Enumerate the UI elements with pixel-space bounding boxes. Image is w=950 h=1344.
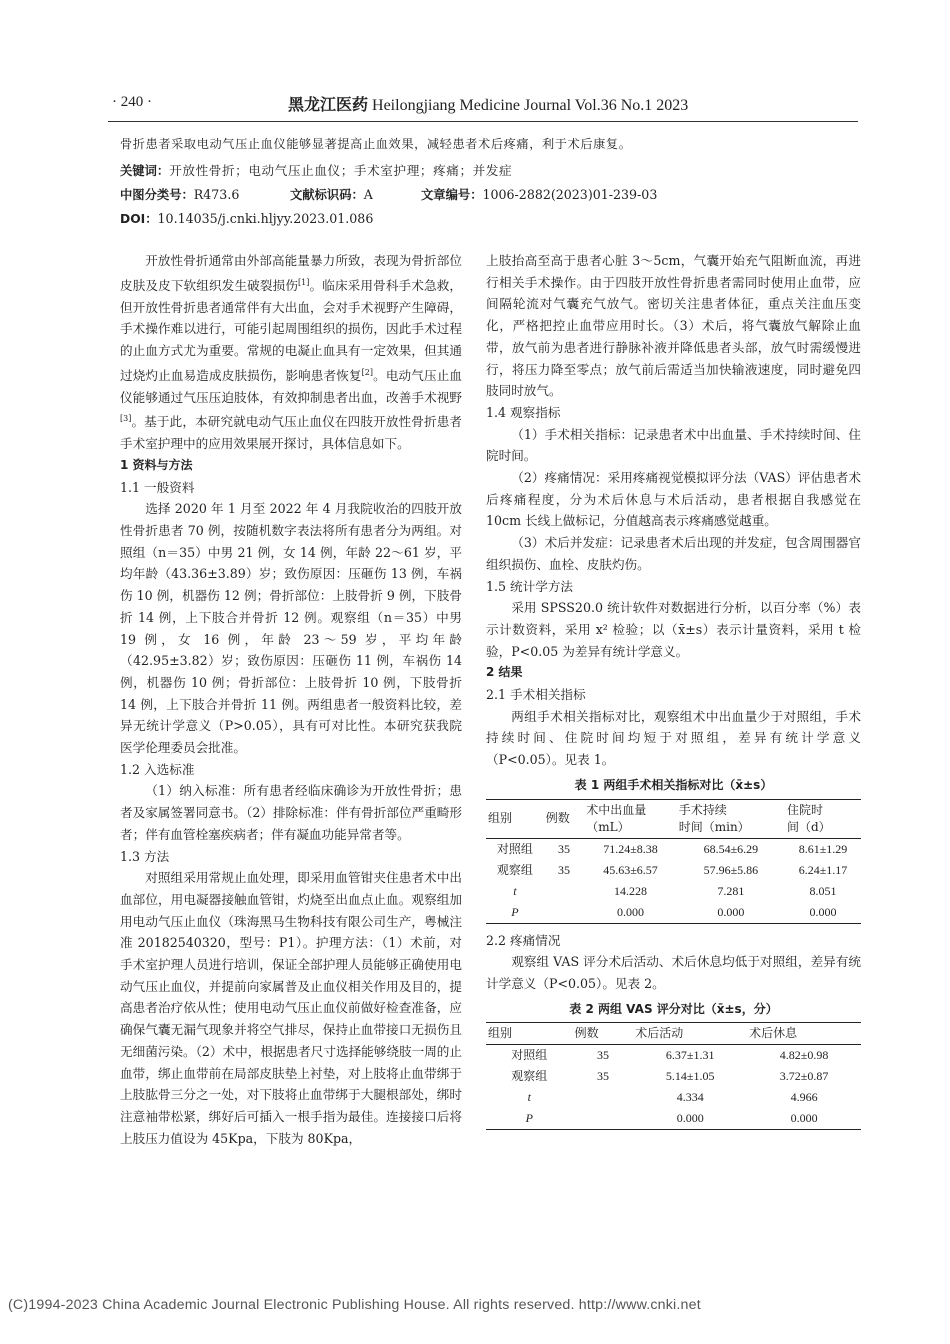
table-row (486, 1045, 861, 1067)
intro-paragraph: 开放性骨折通常由外部高能量暴力所致，表现为骨折部位皮肤及皮下软组织发生破裂损伤[1]。临床采用骨科手术急救，但开放性骨折患者通常伴有大出血，会对手术视野产生障碍，手术操作难以进行，可能引起周围组织的损伤，因此手术过程的止血方式尤为重要。常规的电凝止血具有一定效果，但其通过烧灼止血易造成皮肤损伤，影响患者恢复[2]。电动气压止血仪能够通过气压压迫肢体，有效抑制患者出血，改善手术视野[3]。基于此，本研究就电动气压止血仪在四肢开放性骨折患者手术室护理中的应用效果展开探讨，具体信息如下。 (120, 253, 463, 452)
table-cell: t (527, 1090, 531, 1105)
methods-continued: 上肢抬高至高于患者心脏 3～5cm，气囊开始充气阻断血流，再进行相关手术操作。由于四肢开放性骨折患者需同时使用止血带，应间隔轮流对气囊充气放气。密切关注患者体征，重点关注血压变化，严格把控止血带应用时长。（3）术后，将气囊放气解除止血带，放气前为患者进行静脉补液并降低患者头部，放气时需缓慢进行，将压力降至零点；放气前后需适当加快输液速度，同时避免四肢同时放气。 (486, 253, 861, 399)
table-row (486, 1087, 861, 1108)
clc-value: R473.6 (193, 187, 240, 202)
table-2-header-cell: 例数 (574, 1026, 599, 1041)
table-cell: 0.000 (717, 904, 745, 919)
section-1-1-heading: 1.1 一般资料 (120, 479, 195, 495)
keywords-value: 开放性骨折；电动气压止血仪；手术室护理；疼痛；并发症 (169, 163, 513, 178)
section-2-2-heading: 2.2 疼痛情况 (486, 932, 561, 948)
table-1-caption: 表 1 两组手术相关指标对比（x̄±s） (574, 777, 773, 792)
table-cell: 7.281 (717, 883, 745, 898)
running-header (108, 92, 848, 118)
article-no-label: 文章编号： (421, 188, 483, 202)
table-2-caption: 表 2 两组 VAS 评分对比（x̄±s，分） (569, 1001, 778, 1016)
table-cell: 6.37±1.31 (665, 1048, 715, 1063)
section-2-heading: 2 结果 (486, 665, 523, 680)
table-cell: 35 (558, 841, 571, 856)
journal-title-cn: 黑龙江医药 (288, 95, 369, 114)
abstract-conclusion: 骨折患者采取电动气压止血仪能够显著提高止血效果，减轻患者术后疼痛，利于术后康复。 (120, 137, 632, 151)
table-cell (573, 1108, 634, 1130)
section-1-2-heading: 1.2 入选标准 (120, 761, 195, 777)
classification-line (120, 185, 680, 203)
section-1-5-heading: 1.5 统计学方法 (486, 578, 574, 594)
doi-line (120, 209, 373, 227)
table-cell (573, 1087, 634, 1108)
section-1-4-item-3: （3）术后并发症：记录患者术后出现的并发症，包含周围器官组织损伤、血栓、皮肤灼伤。 (486, 535, 861, 572)
table-1-header-cell: 手术持续 时间（min） (678, 802, 750, 834)
table-row (486, 838, 861, 860)
section-1-4-heading: 1.4 观察指标 (486, 404, 561, 420)
section-1-3-heading: 1.3 方法 (120, 848, 170, 864)
table-2-header-cell: 术后活动 (635, 1026, 684, 1041)
ref-3: [3] (120, 414, 132, 424)
copyright-footer: (C)1994-2023 China Academic Journal Electronic Publishing House. All rights reserved. http://www.cnki.net (8, 1297, 701, 1313)
journal-title (288, 92, 688, 115)
table-1-header-cell: 例数 (545, 811, 570, 826)
left-column (120, 250, 462, 1149)
table-1-header-row (486, 799, 861, 838)
section-1-3-text: 对照组采用常规止血处理，即采用血管钳夹住患者术中出血部位，用电凝器接触血管钳，灼烧至出血点止血。观察组加用电动气压止血仪（珠海黑马生物科技有限公司生产，粤械注准 20182540320，型号：P1）。护理方法：（1）术前，对手术室护理人员进行培训，保证全部护理人员能够正确使用电动气压止血仪，并提前向家属普及止血仪相关作用及目的，提高患者治疗依从性；使用电动气压止血仪前做好检查准备，应确保气囊无漏气现象并将空气排尽，保持止血带接口无损伤且无细菌污染。（2）术中，根据患者尺寸选择能够绕肢一周的止血带，绑止血带前在局部皮肤垫上衬垫，对上肢将止血带绑于上肢肱骨三分之一处，对下肢将止血带绑于大腿根部处，绑时注意袖带松紧，绑好后可插入一根手指为最佳。连接接口后将上肢压力值设为 45Kpa，下肢为 80Kpa， (120, 870, 462, 1146)
table-cell: 45.63±6.57 (603, 862, 658, 877)
table-cell: 0.000 (809, 904, 837, 919)
table-cell: P (511, 904, 519, 919)
table-cell: 35 (558, 862, 571, 877)
table-cell: 8.61±1.29 (798, 841, 848, 856)
keywords-line (120, 160, 512, 179)
table-2 (486, 1022, 861, 1130)
table-2-header-row (486, 1023, 861, 1045)
table-row (486, 881, 861, 902)
table-cell: 68.54±6.29 (703, 841, 759, 856)
table-1-header-cell: 术中出血量 （mL） (586, 802, 647, 834)
table-cell: 6.24±1.17 (798, 862, 848, 877)
table-cell: 4.334 (676, 1090, 704, 1105)
doi-value: 10.14035/j.cnki.hljyy.2023.01.086 (157, 211, 374, 226)
table-cell: t (513, 883, 517, 898)
section-1-2-text: （1）纳入标准：所有患者经临床确诊为开放性骨折；患者及家属签署同意书。（2）排除标准：伴有骨折部位严重畸形者；伴有血管栓塞疾病者；伴有凝血功能异常者等。 (120, 783, 462, 842)
table-cell (544, 902, 584, 924)
table-cell: 4.966 (790, 1090, 818, 1105)
table-cell: 71.24±8.38 (603, 841, 658, 856)
table-cell: P (525, 1111, 533, 1126)
ref-1: [1] (298, 277, 310, 287)
journal-title-en: Heilongjiang Medicine Journal Vol.36 No.1 2023 (372, 97, 689, 114)
right-column (486, 250, 861, 1130)
section-1-1-text: 选择 2020 年 1 月至 2022 年 4 月我院收治的四肢开放性骨折患者 70 例，按随机数字表法将所有患者分为两组。对照组（n＝35）中男 21 例，女 14 例，年龄 22～61 岁，平均年龄（43.36±3.89）岁；致伤原因：压砸伤 13 例，车祸伤 10 例，机器伤 12 例；骨折部位：上肢骨折 9 例，下肢骨折 14 例，上下肢合并骨折 12 例。观察组（n＝35）中男 19 例，女 16 例，年龄 23～59 岁，平均年龄（42.95±3.82）岁；致伤原因：压砸伤 11 例，车祸伤 14 例，机器伤 10 例；骨折部位：上肢骨折 10 例，下肢骨折 14 例，上下肢合并骨折 11 例。两组患者一般资料比较，差异无统计学意义（P>0.05），具有可对比性。本研究获我院医学伦理委员会批准。 (120, 501, 462, 756)
doi-label: DOI： (120, 212, 158, 226)
section-2-2-text: 观察组 VAS 评分术后活动、术后休息均低于对照组，差异有统计学意义（P<0.05）。见表 2。 (486, 954, 861, 991)
table-cell: 35 (596, 1048, 609, 1063)
table-cell: 14.228 (614, 883, 647, 898)
table-row (486, 902, 861, 924)
table-cell: 0.000 (676, 1111, 704, 1126)
table-cell: 0.000 (790, 1111, 818, 1126)
table-cell: 0.000 (617, 904, 644, 919)
table-cell: 5.14±1.05 (665, 1069, 715, 1084)
table-1-header-cell: 住院时 间（d） (787, 802, 831, 834)
section-1-5-text: 采用 SPSS20.0 统计软件对数据进行分析，以百分率（%）表示计数资料，采用 x² 检验；以（x̄±s）表示计量资料，采用 t 检验，P<0.05 为差异有统计学意义。 (486, 600, 861, 659)
ref-2: [2] (361, 367, 373, 377)
section-2-1-text: 两组手术相关指标对比，观察组术中出血量少于对照组，手术持续时间、住院时间均短于对照组，差异有统计学意义（P<0.05）。见表 1。 (486, 708, 861, 768)
header-rule (108, 121, 858, 122)
keywords-label: 关键词： (120, 164, 170, 178)
section-2-1-heading: 2.1 手术相关指标 (486, 687, 586, 703)
table-row (486, 1066, 861, 1087)
table-cell (544, 881, 584, 902)
table-cell: 观察组 (511, 1069, 548, 1084)
article-no-value: 1006-2882(2023)01-239-03 (482, 187, 658, 202)
section-1-heading: 1 资料与方法 (120, 457, 193, 472)
table-2-header-cell: 术后休息 (749, 1026, 798, 1041)
table-cell: 4.82±0.98 (779, 1048, 829, 1063)
table-row (486, 1108, 861, 1130)
clc-label: 中图分类号： (120, 188, 194, 202)
table-cell: 对照组 (511, 1048, 548, 1063)
section-1-4-item-2: （2）疼痛情况：采用疼痛视觉模拟评分法（VAS）评估患者术后疼痛程度，分为术后休息与术后活动，患者根据自我感觉在 10cm 长线上做标记，分值越高表示疼痛感觉越重。 (486, 470, 861, 529)
table-cell: 观察组 (496, 862, 533, 877)
table-cell: 35 (596, 1069, 609, 1084)
table-cell: 57.96±5.86 (703, 862, 759, 877)
table-row (486, 860, 861, 881)
table-cell: 3.72±0.87 (779, 1069, 829, 1084)
page-number: · 240 · (112, 94, 152, 110)
doc-code-label: 文献标识码： (290, 188, 364, 202)
doc-code-value: A (363, 187, 373, 202)
table-cell: 对照组 (496, 841, 533, 856)
table-1-header-cell: 组别 (488, 811, 513, 826)
table-1 (486, 799, 861, 924)
table-2-header-cell: 组别 (488, 1026, 513, 1041)
table-cell: 8.051 (809, 883, 837, 898)
section-1-4-item-1: （1）手术相关指标：记录患者术中出血量、手术持续时间、住院时间。 (486, 426, 861, 464)
